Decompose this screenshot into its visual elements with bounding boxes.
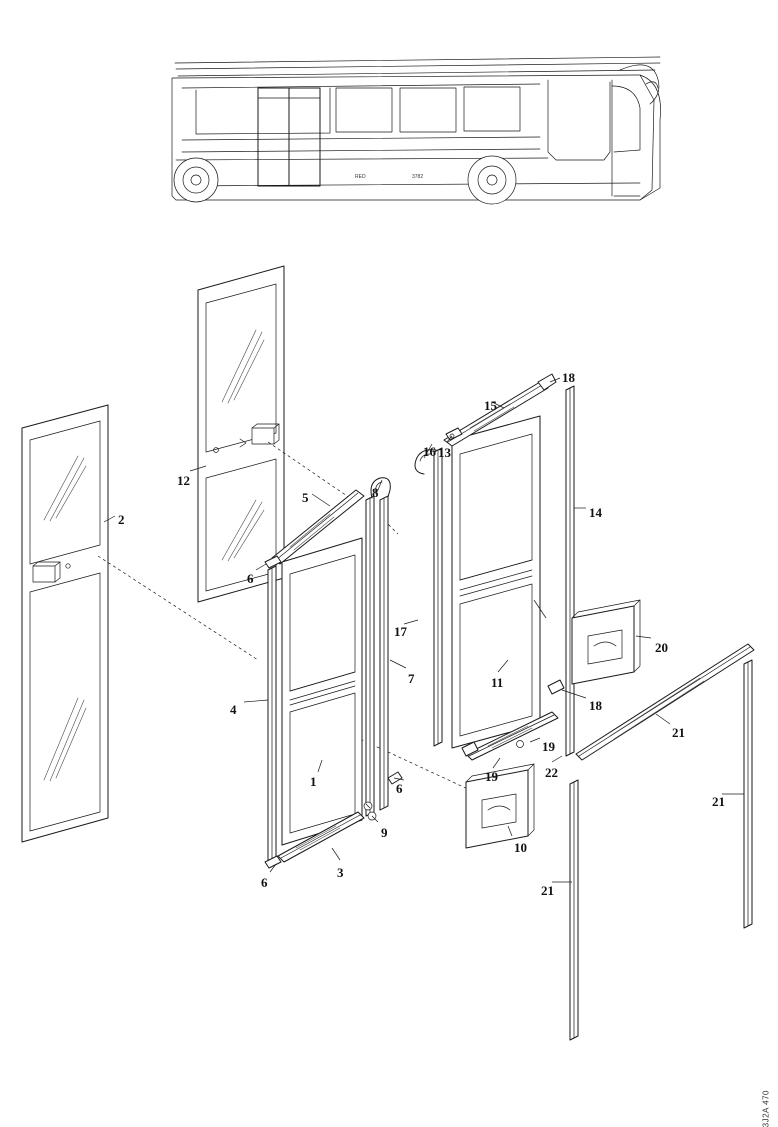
- svg-text:3782: 3782: [412, 174, 424, 180]
- callout-6-c: 6: [396, 781, 403, 796]
- callout-6-b: 6: [261, 875, 268, 890]
- callout-12: 12: [177, 473, 190, 488]
- part-17-vertical-rod: [434, 448, 442, 746]
- callout-4: 4: [230, 702, 237, 717]
- part-14-edge-post-right: [566, 386, 574, 756]
- svg-text:RED: RED: [355, 174, 366, 180]
- vehicle-side-elevation: [172, 57, 661, 204]
- callout-6-a: 6: [247, 571, 254, 586]
- callout-8: 8: [372, 485, 379, 500]
- part-20-handle-block-upper: [572, 600, 640, 684]
- callout-14: 14: [589, 505, 602, 520]
- callout-19-a: 19: [542, 739, 555, 754]
- callout-9: 9: [381, 825, 388, 840]
- callout-18-b: 18: [589, 698, 602, 713]
- callout-13: 13: [438, 445, 451, 460]
- part-11-door-inner-frame-right: [452, 416, 540, 748]
- part-4-edge-post-left: [268, 566, 276, 864]
- callout-22: 22: [545, 765, 558, 780]
- callout-20: 20: [655, 640, 668, 655]
- callout-10: 10: [514, 840, 527, 855]
- callout-16: 16: [423, 444, 436, 459]
- part-12-glazed-door-panel-upper: [198, 266, 284, 602]
- callout-21-b: 21: [712, 794, 725, 809]
- part-2-glazed-door-panel-left: [22, 405, 108, 842]
- part-1-door-inner-frame: [282, 538, 362, 845]
- callout-1: 1: [310, 774, 317, 789]
- callout-19-b: 19: [485, 769, 498, 784]
- callout-2: 2: [118, 512, 125, 527]
- part-7-hinge-rod: [366, 496, 388, 816]
- callout-21-c: 21: [541, 883, 554, 898]
- callout-3: 3: [337, 865, 344, 880]
- callout-5: 5: [302, 490, 309, 505]
- callout-7: 7: [408, 671, 415, 686]
- part-21-long-trim-rail: [570, 660, 752, 1040]
- part-10-handle-block-lower: [466, 764, 534, 848]
- callout-18-a: 18: [562, 370, 575, 385]
- callout-17: 17: [394, 624, 407, 639]
- callout-11: 11: [491, 675, 504, 690]
- sheet-code: 3J2A 470: [761, 1090, 770, 1127]
- callout-15: 15: [484, 398, 497, 413]
- callout-21-a: 21: [672, 725, 685, 740]
